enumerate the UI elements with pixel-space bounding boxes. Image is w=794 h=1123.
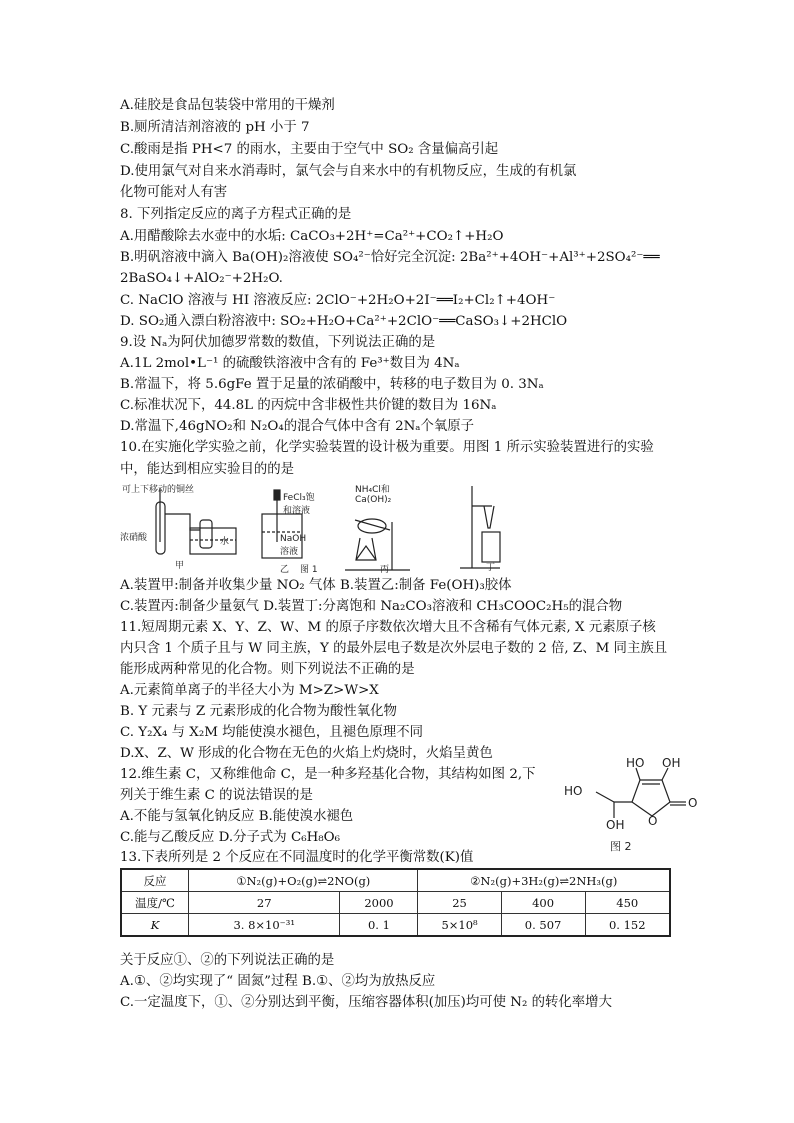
- q11-option-d: D.X、Z、W 形成的化合物在无色的火焰上灼烧时，火焰呈黄色: [120, 746, 493, 761]
- table-cell: 温度/℃: [121, 892, 189, 914]
- table-cell: 25: [418, 892, 501, 914]
- table-cell: 3. 8×10⁻³¹: [189, 914, 340, 937]
- table-cell: 27: [189, 892, 340, 914]
- jia-label-right: 水: [220, 537, 230, 547]
- q10-options-cd: C.装置丙:制备少量氨气 D.装置丁:分离饱和 Na₂CO₃溶液和 CH₃COOC₂H₅的混合物: [120, 599, 623, 614]
- table-cell: 450: [585, 892, 670, 914]
- q8-option-b: B.明矾溶液中滴入 Ba(OH)₂溶液使 SO₄²⁻恰好完全沉淀: 2Ba²⁺+4OH⁻+Al³⁺+2SO₄²⁻══: [120, 250, 660, 265]
- yi-label-top: FeCl₃饱和溶液: [283, 493, 315, 516]
- q13-options-ab: A.①、②均实现了“ 固氮”过程 B.①、②均为放热反应: [120, 974, 436, 989]
- q8-option-d: D. SO₂通入漂白粉溶液中: SO₂+H₂O+Ca²⁺+2ClO⁻══CaSO₃↓+2HClO: [120, 314, 568, 329]
- question-12-stem: 12.维生素 C，又称维他命 C，是一种多羟基化合物，其结构如图 2,下: [120, 767, 536, 782]
- question-10-stem: 10.在实施化学实验之前，化学实验装置的设计极为重要。用图 1 所示实验装置进行的实验: [120, 440, 654, 455]
- question-13-stem: 13.下表所列是 2 个反应在不同温度时的化学平衡常数(K)值: [120, 850, 474, 865]
- question-13-sub: 关于反应①、②的下列说法正确的是: [120, 953, 335, 968]
- option-d-continued: 化物可能对人有害: [120, 185, 228, 200]
- table-cell: 5×10⁸: [418, 914, 501, 937]
- question-11-stem-2: 内只含 1 个质子且与 W 同主族，Y 的最外层电子数是次外层电子数的 2 倍, Z、M 同主族且: [120, 641, 668, 656]
- table-cell: ①N₂(g)+O₂(g)⇌2NO(g): [189, 869, 418, 892]
- q11-option-b: B. Y 元素与 Z 元素形成的化合物为酸性氧化物: [120, 704, 397, 719]
- figure-2: [552, 756, 712, 856]
- option-d-chlorine: D.使用氯气对自来水消毒时，氯气会与自来水中的有机物反应，生成的有机氯: [120, 164, 577, 179]
- table-row: [121, 869, 670, 892]
- question-11-stem-3: 能形成两种常见的化合物。则下列说法不正确的是: [120, 662, 415, 677]
- question-10-stem-cont: 中，能达到相应实验目的的是: [120, 462, 295, 477]
- table-row: [121, 914, 670, 937]
- q13-option-c: C.一定温度下，①、②分别达到平衡，压缩容器体积(加压)均可使 N₂ 的转化率增大: [120, 995, 612, 1010]
- q10-options-ab: A.装置甲:制备并收集少量 NO₂ 气体 B.装置乙:制备 Fe(OH)₃胶体: [120, 578, 512, 593]
- option-a-silica: A.硅胶是食品包装袋中常用的干燥剂: [120, 98, 335, 113]
- atom-o-ring: O: [648, 814, 658, 828]
- table-cell: ②N₂(g)+3H₂(g)⇌2NH₃(g): [418, 869, 670, 892]
- figure-1-caption: 图 1: [300, 565, 318, 575]
- question-9-stem: 9.设 Nₐ为阿伏加德罗常数的数值，下列说法正确的是: [120, 335, 436, 350]
- figure-2-caption: 图 2: [610, 840, 632, 853]
- atom-oh-top: OH: [662, 756, 681, 770]
- option-b-cleaner: B.厕所清洁剂溶液的 pH 小于 7: [120, 120, 310, 135]
- question-12-stem-2: 列关于维生素 C 的说法错误的是: [120, 788, 313, 803]
- table-cell: 400: [501, 892, 585, 914]
- q9-option-c: C.标准状况下，44.8L 的丙烷中含非极性共价键的数目为 16Nₐ: [120, 398, 497, 413]
- equilibrium-constant-table: [120, 868, 671, 937]
- question-11-stem: 11.短周期元素 X、Y、Z、W、M 的原子序数依次增大且不含稀有气体元素, X 元素原子核: [120, 620, 656, 635]
- atom-ho-left: HO: [564, 784, 583, 798]
- q11-option-a: A.元素简单离子的半径大小为 M>Z>W>X: [120, 683, 379, 698]
- jia-name: 甲: [175, 561, 185, 571]
- yi-label-side: NaOH溶液: [280, 534, 307, 557]
- atom-ho-top: HO: [626, 756, 645, 770]
- yi-name: 乙: [280, 565, 290, 575]
- option-c-acid-rain: C.酸雨是指 PH<7 的雨水，主要由于空气中 SO₂ 含量偏高引起: [120, 142, 499, 157]
- table-cell: 2000: [340, 892, 418, 914]
- q9-option-a: A.1L 2mol•L⁻¹ 的硫酸铁溶液中含有的 Fe³⁺数目为 4Nₐ: [120, 356, 460, 371]
- q8-option-c: C. NaClO 溶液与 HI 溶液反应: 2ClO⁻+2H₂O+2I⁻══I₂+Cl₂↑+4OH⁻: [120, 293, 556, 308]
- atom-o-carbonyl: O: [688, 796, 698, 810]
- bing-name: 丙: [380, 565, 390, 575]
- atom-oh-bottom: OH: [606, 818, 625, 832]
- bing-label-top: NH₄Cl和Ca(OH)₂: [355, 485, 392, 505]
- table-cell: 反应: [121, 869, 189, 892]
- q11-option-c: C. Y₂X₄ 与 X₂M 均能使溴水褪色，且褪色原理不同: [120, 725, 424, 740]
- figure-1: [120, 482, 540, 574]
- q12-options-ab: A.不能与氢氧化钠反应 B.能使溴水褪色: [120, 809, 354, 824]
- table-row: [121, 892, 670, 914]
- ding-name: 丁: [486, 563, 496, 573]
- table-cell: K: [121, 914, 189, 937]
- q12-options-cd: C.能与乙酸反应 D.分子式为 C₆H₈O₆: [120, 830, 340, 845]
- q9-option-b: B.常温下，将 5.6gFe 置于足量的浓硝酸中，转移的电子数目为 0. 3Nₐ: [120, 377, 544, 392]
- q9-option-d: D.常温下,46gNO₂和 N₂O₄的混合气体中含有 2Nₐ个氧原子: [120, 419, 475, 434]
- question-8-stem: 8. 下列指定反应的离子方程式正确的是: [120, 207, 352, 222]
- jia-label-top: 可上下移动的铜丝: [122, 485, 195, 495]
- q8-option-a: A.用醋酸除去水壶中的水垢: CaCO₃+2H⁺=Ca²⁺+CO₂↑+H₂O: [120, 229, 504, 244]
- table-cell: 0. 1: [340, 914, 418, 937]
- table-cell: 0. 152: [585, 914, 670, 937]
- jia-label-left: 浓硝酸: [120, 533, 148, 543]
- table-cell: 0. 507: [501, 914, 585, 937]
- q8-option-b-continued: 2BaSO₄↓+AlO₂⁻+2H₂O.: [120, 271, 283, 286]
